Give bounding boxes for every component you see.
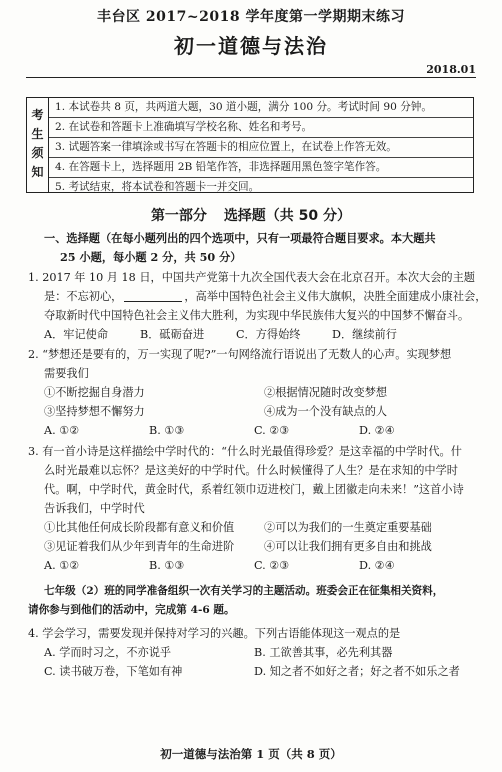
option-c: C．方得始终 [236,328,301,341]
option-c: C. 读书破万卷，下笔如有神 [44,665,183,678]
option-b: B. ①③ [149,424,185,437]
option-d: D. ②④ [359,559,395,572]
answer-blank [124,288,182,302]
notice-label-char: 须 [31,146,44,160]
option-c: C. ②③ [254,424,290,437]
exam-title: 丰台区 2017~2018 学年度第一学期期末练习 [97,9,405,25]
q1-line: 1. 2017 年 10 月 18 日，中国共产党第十九次全国代表大会在北京召开。本次大会的主题 [28,271,475,284]
notice-items [49,98,473,192]
option-a: A. 学而时习之，不亦说乎 [44,646,172,659]
q3-line: 代。啊，中学时代，黄金时代，系着红领巾迈进校门，戴上团徽走向未来！”这首小诗 [44,483,464,496]
statement-1: ①比其他任何成长阶段都有意义和价值 [44,521,235,534]
context-line: 七年级（2）班的同学准备组织一次有关学习的主题活动。班委会正在征集相关资料， [44,585,444,597]
q2-line: 需要我们 [44,367,89,380]
candidate-notice-box [26,97,474,193]
q3-line: 告诉我们，中学时代 [44,502,145,515]
statement-3: ③见证着我们从少年到青年的生命进阶 [44,540,235,553]
part1-title [0,205,502,225]
question-1 [28,268,487,344]
option-b: B．砥砺奋进 [140,328,205,341]
header-divider [26,77,476,78]
q3-statements [28,518,476,537]
notice-item: 2. 在试卷和答题卡上准确填写学校名称、姓名和考号。 [49,118,473,138]
part1-title-a: 第一部分 [150,208,207,224]
q3-line: 3. 有一首小诗是这样描绘中学时代的：“什么时光最值得珍爱？是这幸福的中学时代。什 [28,445,462,458]
q3-options [28,556,476,575]
part1-title-b: 选择题（共 50 分） [223,208,352,224]
notice-item: 3. 试题答案一律填涂或书写在答题卡的相应位置上，在试卷上作答无效。 [49,138,473,158]
q4-options [28,662,476,681]
notice-label [27,98,49,192]
q1-line [28,287,487,306]
statement-4: ④成为一个没有缺点的人 [264,405,388,418]
q1-line2-a: 是：不忘初心， [44,290,123,303]
statement-4: ④可以让我们拥有更多自由和挑战 [264,540,432,553]
q4-line: 4. 学会学习，需要发现并保持对学习的兴趣。下列古语能体现这一观点的是 [28,627,401,640]
q2-statements [28,383,476,402]
instr-line: 一、选择题（在每小题列出的四个选项中，只有一项最符合题目要求。本大题共 [44,231,436,245]
statement-2: ②可以为我们的一生奠定重要基础 [264,521,432,534]
q3-line: 么时光最难以忘怀？是这美好的中学时代。什么时候懂得了人生？是在求知的中学时 [44,464,458,477]
subject-title: 初一道德与法治 [174,34,328,58]
exam-date: 2018.01 [426,63,476,76]
q2-line: 2. “梦想还是要有的，万一实现了呢?”一句网络流行语说出了无数人的心声。实现梦想 [28,348,452,361]
q2-statements [28,402,476,421]
option-a: A. ①② [44,424,80,437]
instr-line: 25 小题，每小题 2 分，共 50 分） [60,250,242,264]
notice-item: 4. 在答题卡上，选择题用 2B 铅笔作答，非选择题用黑色签字笔作答。 [49,158,473,178]
q1-line: 夺取新时代中国特色社会主义伟大胜利，为实现中华民族伟大复兴的中国梦不懈奋斗。 [44,309,470,322]
notice-item: 1. 本试卷共 8 页，共两道大题，30 道小题，满分 100 分。考试时间 90 分钟。 [49,98,473,118]
statement-3: ③坚持梦想不懈努力 [44,405,145,418]
notice-label-char: 考 [31,108,44,122]
option-a: A. ①② [44,559,80,572]
context-line: 请你参与到他们的活动中，完成第 4-6 题。 [28,604,235,616]
option-b: B. 工欲善其事，必先利其器 [254,646,393,659]
question-2 [28,345,476,440]
option-d: D．继续前行 [332,328,397,341]
page-footer: 初一道德与法治第 1 页（共 8 页） [160,747,342,761]
option-d: D. ②④ [359,424,395,437]
q2-options [28,421,476,440]
notice-label-char: 知 [31,165,44,179]
notice-label-char: 生 [31,127,44,141]
option-c: C. ②③ [254,559,290,572]
q3-statements [28,537,476,556]
q4-options [28,643,476,662]
option-a: A．牢记使命 [44,328,109,341]
notice-item: 5. 考试结束，将本试卷和答题卡一并交回。 [55,181,260,193]
part1-instructions [28,229,476,267]
option-d: D. 知之者不如好之者；好之者不如乐之者 [254,665,460,678]
q1-options [28,325,476,344]
q1-line2-b: ，高举中国特色社会主义伟大旗帜，决胜全面建成小康社会， [184,290,487,303]
question-3 [28,442,476,575]
question-4 [28,624,476,681]
activity-context [28,582,476,620]
option-b: B. ①③ [149,559,185,572]
statement-2: ②根据情况随时改变梦想 [264,386,388,399]
statement-1: ①不断挖掘自身潜力 [44,386,145,399]
